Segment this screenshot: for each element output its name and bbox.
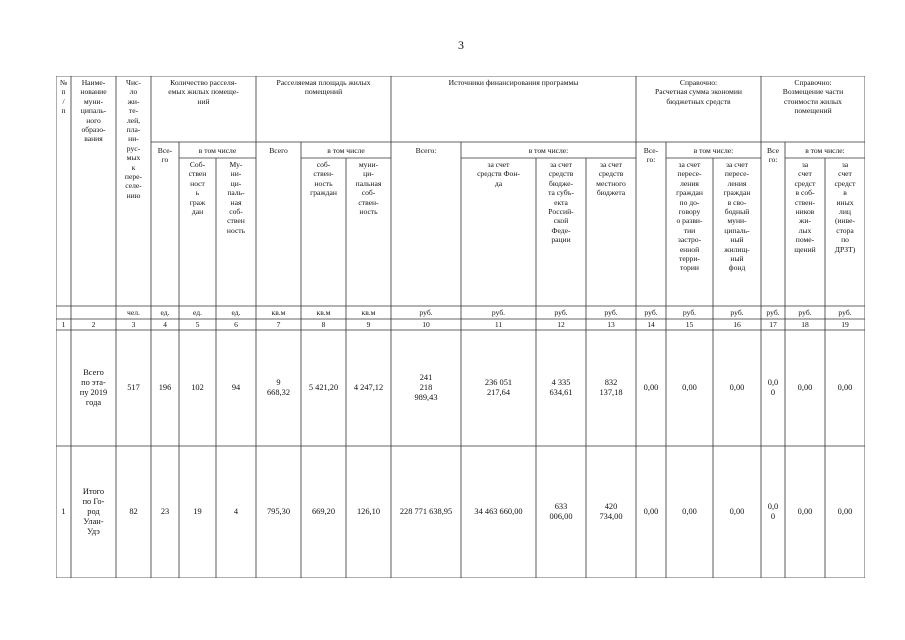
table-cell: 196 — [158, 383, 172, 392]
table-cell: 236 051 217,64 — [484, 378, 513, 397]
column-number: 6 — [234, 319, 238, 329]
unit-cell: руб. — [644, 307, 658, 317]
column-number: 19 — [841, 319, 849, 329]
unit-cell: руб. — [419, 307, 433, 317]
unit-cell: ед. — [192, 307, 203, 317]
table-cell: 23 — [160, 507, 170, 516]
header-qty-total: Все- го — [157, 146, 173, 165]
column-number: 11 — [494, 319, 503, 329]
header-ref1-incl: в том числе: — [693, 146, 734, 155]
header-ref2-owners: за счет средст в соб- ствен- ников жи- лых поме- щений — [794, 160, 816, 254]
table-cell: 0,00 — [837, 507, 853, 516]
table-cell: 19 — [193, 507, 202, 516]
table-cell: 4 — [233, 507, 239, 516]
table-cell: 4 247,12 — [353, 383, 384, 392]
table-cell: 4 335 634,61 — [549, 378, 573, 397]
header-ref2-total: Все го: — [767, 146, 779, 165]
table-cell: 0,00 — [729, 383, 745, 392]
unit-cell: кв.м — [271, 307, 286, 317]
column-number: 5 — [195, 319, 200, 329]
header-qty-incl: в том числе — [198, 146, 237, 155]
column-number: 2 — [91, 319, 96, 329]
column-number: 1 — [61, 319, 66, 329]
header-area: Расселяемая площадь жилых помещений — [276, 78, 371, 97]
unit-cell: ед. — [231, 307, 241, 317]
unit-cell: кв.м — [316, 307, 331, 317]
unit-cell: руб. — [798, 307, 812, 317]
header-area-own: соб- ствен- ность граждан — [310, 160, 337, 198]
unit-cell: кв.м — [361, 307, 376, 317]
column-number: 14 — [647, 319, 655, 329]
table-cell: 420 734,00 — [599, 502, 623, 521]
header-src-subject: за счет средств бюдже- та субъ- екта Россий- ской Феде- рации — [548, 160, 574, 245]
unit-cell: руб. — [838, 307, 852, 317]
header-src-total: Всего: — [415, 146, 437, 155]
table-cell: 5 421,20 — [308, 383, 339, 392]
row-number: 1 — [61, 507, 66, 516]
header-area-incl: в том числе — [327, 146, 365, 155]
table-cell: 126,10 — [356, 507, 381, 516]
header-residents: Чис- ло жи- те- лей, пла- ни- рус- мых к пере- селе- нию — [124, 78, 143, 200]
header-municipality: Наиме- нование муни- ципаль- ного образо- вания — [80, 78, 107, 144]
row-number — [56, 330, 71, 446]
unit-cell: руб. — [682, 307, 697, 317]
header-quantity: Количество расселя- емых жилых помеще- ний — [168, 78, 239, 106]
column-number: 8 — [321, 319, 326, 329]
table-cell: 0,00 — [797, 507, 813, 516]
header-ref2-investor: за счет средст в иных лиц (инве- стора по ДРЗТ) — [834, 160, 856, 254]
header-src-local: за счет средств местного бюджета — [596, 160, 626, 198]
column-number: 13 — [607, 319, 615, 329]
table-cell: 0,00 — [797, 383, 813, 392]
table-cell: 0,00 — [643, 383, 659, 392]
header-reference-savings: Справочно: Расчетная сумма экономии бюджетных средств — [655, 78, 742, 106]
column-number: 12 — [557, 319, 565, 329]
header-qty-mun: Му- ни- ци- паль- ная соб- ствен ность — [226, 160, 246, 235]
header-no: № п / п — [59, 78, 68, 116]
unit-cell: руб. — [766, 307, 780, 317]
column-number: 4 — [163, 319, 167, 329]
table-cell: 0,00 — [729, 507, 745, 516]
header-qty-own: Соб- ствен ност ь граж дан — [188, 160, 207, 217]
table-cell: 669,20 — [311, 507, 336, 516]
header-src-fund: за счет средств Фон- да — [477, 160, 520, 188]
table-cell: 0,0 0 — [767, 502, 779, 521]
table-cell: 0,00 — [682, 507, 697, 516]
column-number: 3 — [131, 319, 136, 329]
unit-cell: руб. — [730, 307, 744, 317]
table-cell: 0,0 0 — [767, 378, 779, 397]
table-cell: 795,30 — [266, 507, 291, 516]
table-cell: 228 771 638,95 — [399, 507, 453, 516]
unit-cell: чел. — [127, 307, 140, 317]
column-number: 18 — [801, 319, 809, 329]
header-src-incl: в том числе: — [528, 146, 569, 155]
page-number: 3 — [458, 38, 464, 52]
column-number: 17 — [769, 319, 777, 329]
table-cell: 94 — [231, 383, 241, 392]
housing-resettlement-table — [56, 76, 865, 578]
unit-cell: руб. — [604, 307, 618, 317]
unit-cell: руб. — [554, 307, 568, 317]
table-cell: 102 — [191, 383, 204, 392]
municipality-name: Всего по эта- пу 2019 года — [79, 368, 108, 407]
table-cell: 517 — [127, 383, 140, 392]
table-cell: 34 463 660,00 — [474, 507, 523, 516]
table-cell: 633 006,00 — [549, 502, 573, 521]
header-ref1-total: Все- го: — [643, 146, 659, 165]
column-number: 9 — [366, 319, 371, 329]
column-number: 16 — [733, 319, 741, 329]
header-ref2-incl: в том числе: — [805, 146, 845, 155]
table-cell: 832 137,18 — [599, 378, 623, 397]
table-cell: 0,00 — [682, 383, 697, 392]
unit-cell: руб. — [491, 307, 506, 317]
header-area-mun: муни- ци- пальная соб- ствен- ность — [355, 160, 382, 217]
header-area-total: Всего — [269, 146, 288, 155]
table-cell: 9 668,32 — [266, 378, 291, 397]
header-reference-compensation: Справочно: Возмещение части стоимости жилых помещений — [782, 78, 844, 116]
column-number: 7 — [276, 319, 281, 329]
table-cell: 241 218 989,43 — [414, 373, 438, 402]
table-cell: 0,00 — [643, 507, 659, 516]
header-ref1-development: за счет пересе- ления граждан по до- говору о разви- тии застро- енной терри- тории — [676, 160, 703, 273]
column-number: 10 — [422, 319, 430, 329]
header-ref1-free-fund: за счет пересе- ления граждан в сво- бодный муни- ципаль- ный жилищ- ный фонд — [723, 160, 751, 273]
header-sources: Источники финансирования программы — [448, 78, 579, 87]
unit-cell: ед. — [160, 307, 170, 317]
municipality-name: Итого по Го- род Улан- Удэ — [82, 487, 105, 536]
table-cell: 82 — [129, 507, 138, 516]
table-cell: 0,00 — [837, 383, 853, 392]
column-number: 15 — [685, 319, 694, 329]
